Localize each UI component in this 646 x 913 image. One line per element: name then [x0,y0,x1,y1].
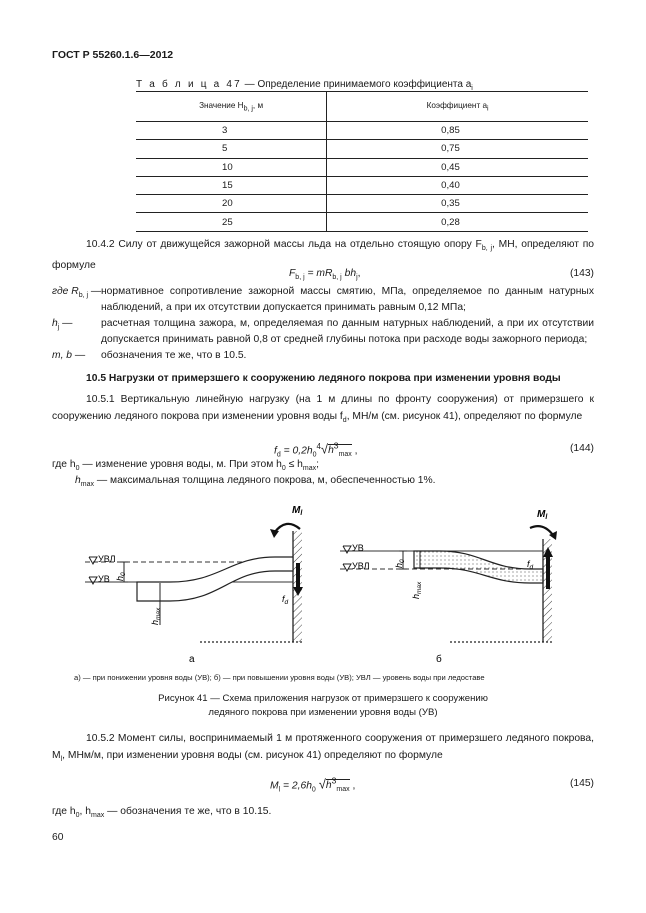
paragraph-10-4-2: 10.4.2 Силу от движущейся зажорной массы льда на отдельно стоящую опору $F_{b, j}$, МН, определяют по формуле [52,239,595,272]
table-row [136,140,588,158]
table-cell-coef: 0,35 [327,195,588,213]
figure-caption-line1: Рисунок 41 — Схема приложения нагрузок от примерзшего к сооружению [158,693,488,704]
table-cell-coef: 0,85 [327,122,588,140]
table-row [136,195,588,213]
table-cell-height: 10 [136,158,327,176]
formula-145-number: (145) [569,778,594,789]
diagram-label-b: б [436,654,442,665]
table-caption: Т а б л и ц а 47 — Определение принимаемого коэффициента $a_i$ [136,79,473,92]
table-row [136,176,588,194]
definition-item: где $R_{b, j}$ — нормативное сопротивление зажорной массы смятию, МПа, определяемое по данным натурных наблюдений, а при их отсутствии допускается принимать равным 0,12 МПа; [52,286,594,313]
paragraph-10-5-2: 10.5.2 Момент силы, воспринимаемый 1 м протяженного сооружения от примерзшего ледяного покрова, $M_l$, МНм/м, при изменении уровня воды (см. рисунок 41) определяют по формуле [52,733,594,764]
final-definitions: где $h_0$, $h_{max}$ — обозначения те же, что в 10.15. [52,806,272,820]
table-cell-height: 5 [136,140,327,158]
table-cell-coef: 0,40 [327,176,588,194]
coefficient-table [136,91,588,232]
formula-143: $F_{b, j} = mR_{b, j}$ $bh_j$, [289,268,361,282]
hmax-label-a: $h_{max}$ [150,607,162,625]
fd-label-b: $f_d$ [527,559,534,571]
diagram-label-a: а [189,654,195,665]
diagram-b [340,509,557,665]
uvl-label-a: УВЛ [98,554,116,564]
hmax-label-b: $h_{max}$ [411,581,423,599]
table-header-coef: Коэффициент $a_i$ [327,92,588,122]
formula-143-number: (143) [569,268,594,279]
section-heading-10-5: 10.5 Нагрузки от примерзшего к сооружению ледяного покрова при изменении уровня воды [86,373,561,384]
formula-145: $M_l = 2,6h_0$ $√h^3_{max}$ , [270,776,356,794]
uv-label-b: УВ [352,543,364,553]
uv-label-a: УВ [98,574,110,584]
ml-label-a: $M_l$ [292,505,303,517]
h0-label-b: $h_0$ [394,559,406,568]
ice-sheet-b [414,551,543,583]
definition-item: m, b — обозначения те же, что в 10.5. [52,350,247,361]
table-cell-coef: 0,75 [327,140,588,158]
definition-h0: где $h_0$ — изменение уровня воды, м. При этом $h_0 \le h_{max}$; [52,459,320,473]
table-row [136,213,588,231]
paragraph-10-5-1: 10.5.1 Вертикальную линейную нагрузку (на 1 м длины по фронту сооружения) от примерзшего к сооружению ледяного покрова при изменении уровня воды $f_d$, МН/м (см. рисунок 41), определяют по формуле [52,394,594,425]
uvl-label-b: УВЛ [352,561,370,571]
fd-label-a: $f_d$ [282,594,289,606]
ml-arrow-b [530,526,553,535]
table-cell-coef: 0,45 [327,158,588,176]
document-header: ГОСТ Р 55260.1.6—2012 [52,49,174,61]
definition-item: $h_j$ — расчетная толщина зажора, м, определяемая по данным натурных наблюдений, а при их отсутствии допускается принимать равной 0,8 от средней глубины потока при расходе воды зажорного периода; [52,318,594,345]
formula-144: $f_d = 0,2h_0^4√h^3_{max}$ , [274,441,358,459]
table-cell-coef: 0,28 [327,213,588,231]
formula-144-number: (144) [569,443,594,454]
figure-legend: а) — при понижении уровня воды (УВ); б) — при повышении уровня воды (УВ); УВЛ — уровень воды при ледоставе [74,673,485,682]
h0-label-a: $h_0$ [115,572,127,581]
table-row [136,122,588,140]
table-cell-height: 20 [136,195,327,213]
ml-label-b: $M_l$ [537,509,548,521]
figure-41 [0,495,646,670]
definition-hmax: $h_{max}$ — максимальная толщина ледяного покрова, м, обеспеченностью 1%. [75,475,436,489]
table-cell-height: 25 [136,213,327,231]
page-number: 60 [52,832,64,843]
diagram-a [85,505,303,665]
table-cell-height: 3 [136,122,327,140]
definitions-143 [52,284,594,364]
table-cell-height: 15 [136,176,327,194]
figure-caption-line2: ледяного покрова при изменении уровня воды (УВ) [208,707,438,718]
table-header-height: Значение $H_{b, j}$, м [136,92,327,122]
table-row [136,158,588,176]
